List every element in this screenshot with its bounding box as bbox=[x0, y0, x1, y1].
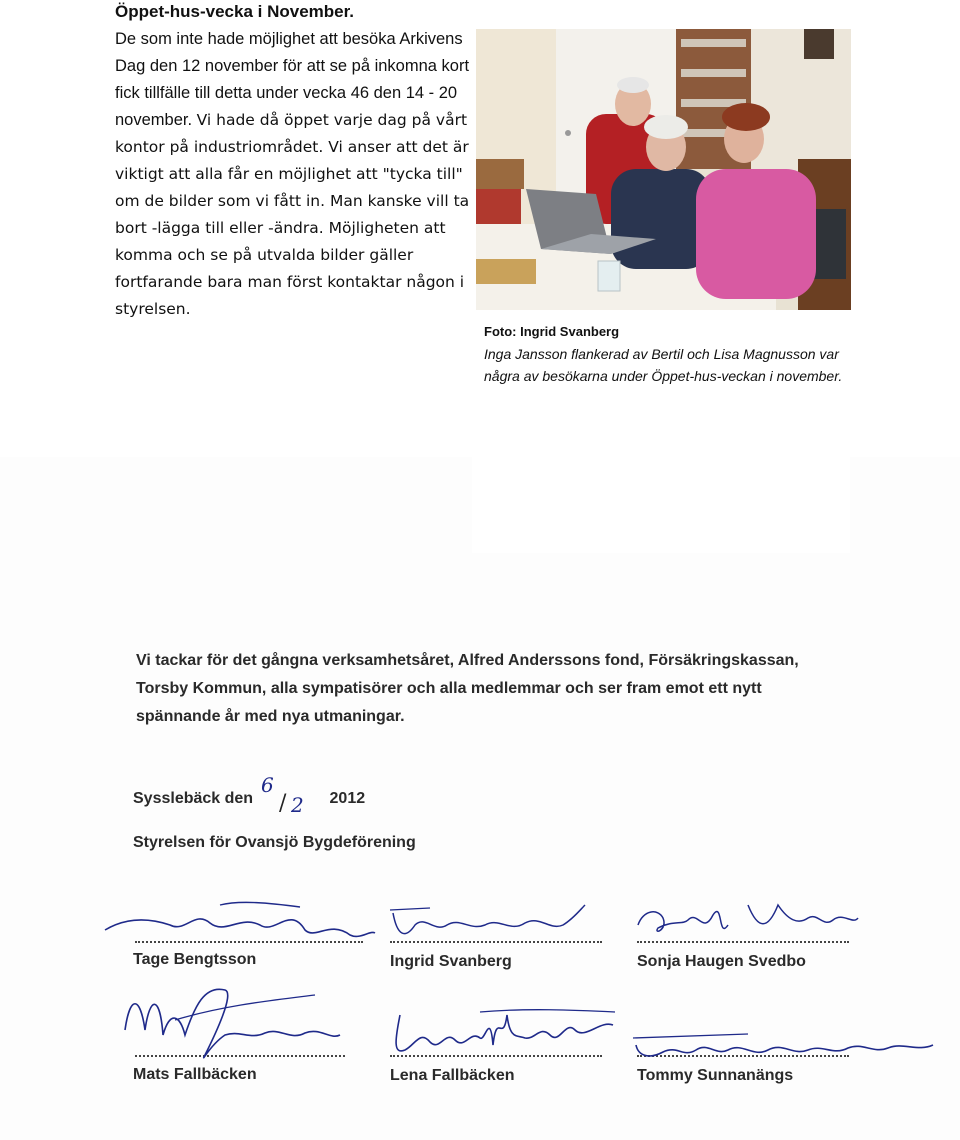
article-heading: Öppet-hus-vecka i November. bbox=[115, 2, 355, 21]
place-text: Sysslebäck den bbox=[133, 790, 254, 807]
photo-illustration bbox=[476, 29, 851, 310]
board-signoff: Styrelsen för Ovansjö Bygdeförening bbox=[133, 834, 416, 851]
article-body-part2: Vi hade då öppet varje dag på vårt kontor på industriområdet. Vi anser att det är viktigt att alla får en möjlighet att "tycka till" om de bilder som vi fått in. Man kanske vill ta bort -lägga till eller -ändra. Möjligheten att komma och se på utvalda bilder gäller fortfarande bara man först kontaktar någon i styrelsen. bbox=[115, 111, 470, 318]
date-separator: / bbox=[279, 791, 287, 815]
handwritten-date bbox=[255, 770, 315, 815]
signatory-name-1: Tage Bengtsson bbox=[133, 951, 257, 968]
signature-lena-fallbacken bbox=[385, 1000, 620, 1070]
scan-blank-patch bbox=[472, 457, 850, 553]
date-day: 6 bbox=[261, 773, 274, 797]
signature-tage-bengtsson bbox=[100, 895, 380, 955]
photo-caption: Inga Jansson flankerad av Bertil och Lisa Magnusson var några av besökarna under Öppet-hus-veckan i november. bbox=[484, 346, 843, 384]
signature-ingrid-svanberg bbox=[385, 895, 595, 950]
signature-sonja-svedbo bbox=[628, 890, 863, 950]
article-body bbox=[115, 26, 475, 323]
date-year: 2012 bbox=[329, 790, 366, 807]
signatory-name-6: Tommy Sunnanängs bbox=[637, 1067, 794, 1084]
signature-mats-fallbacken bbox=[115, 975, 345, 1070]
date-month: 2 bbox=[291, 793, 304, 815]
photo-credit: Foto: Ingrid Svanberg bbox=[484, 324, 620, 339]
signatory-name-3: Sonja Haugen Svedbo bbox=[637, 953, 806, 970]
signatory-name-5: Lena Fallbäcken bbox=[390, 1067, 515, 1084]
place-date-line bbox=[133, 790, 365, 808]
signatory-name-4: Mats Fallbäcken bbox=[133, 1066, 257, 1083]
article-body-part1: De som inte hade möjlighet att besöka Arkivens Dag den 12 november för att se på inkomna kort fick tillfälle till detta under vecka 46 den 14 - 20 november. bbox=[115, 30, 470, 129]
signatory-name-2: Ingrid Svanberg bbox=[390, 953, 512, 970]
photo-visitors bbox=[476, 29, 851, 310]
thanks-paragraph: Vi tackar för det gångna verksamhetsåret, Alfred Anderssons fond, Försäkringskassan, Torsby Kommun, alla sympatisörer och alla medlemmar och ser fram emot ett nytt spännande år med nya utmaningar. bbox=[136, 652, 799, 725]
